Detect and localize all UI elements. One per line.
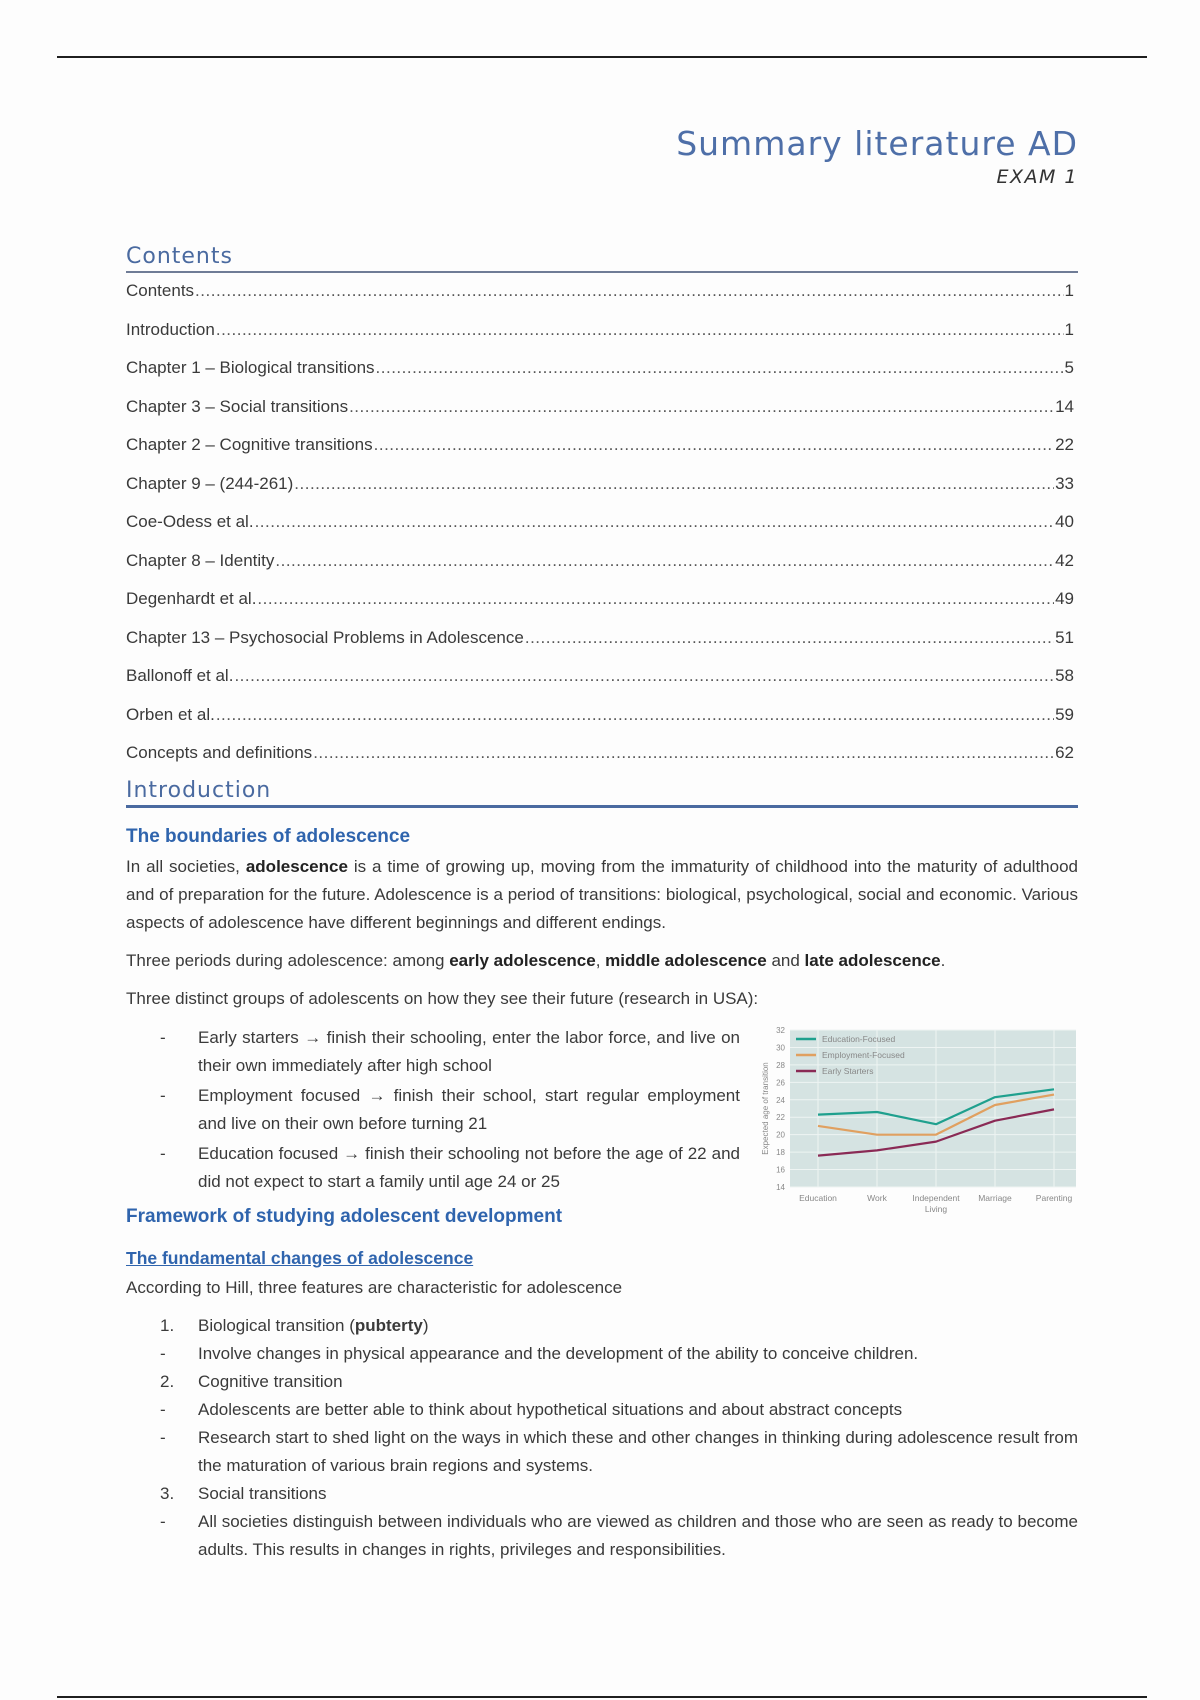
term-puberty: pubterty: [354, 1316, 423, 1335]
x-tick-label: Living: [924, 1204, 948, 1214]
toc-page-number: 14: [1055, 396, 1074, 416]
list-text: [198, 1312, 1078, 1340]
toc-page-number: 33: [1055, 473, 1074, 493]
list-text: [198, 1340, 1078, 1368]
list-item: [160, 1024, 740, 1080]
toc-entry[interactable]: [126, 743, 1074, 782]
term-adolescence: adolescence: [245, 857, 348, 876]
toc-entry[interactable]: [126, 435, 1074, 474]
x-tick-label: Education: [799, 1193, 837, 1203]
contents-heading: Contents: [126, 244, 1078, 273]
title-block: [676, 124, 1078, 188]
y-tick-label: 16: [776, 1165, 785, 1175]
list-marker: -: [160, 1400, 166, 1419]
toc-leader-dots: [374, 435, 1054, 455]
toc-entry[interactable]: [126, 666, 1074, 705]
toc-page-number: 1: [1064, 319, 1074, 339]
item-text: All societies distinguish between individuals who are viewed as children and those who are seen as ready to become adults. This results in changes in rights, privileges and responsibilities.: [198, 1512, 1078, 1559]
periods-paragraph: [126, 947, 1078, 975]
y-tick-label: 18: [776, 1148, 785, 1158]
y-tick-label: 22: [776, 1113, 785, 1123]
x-tick-label: Independent: [912, 1193, 960, 1203]
toc-leader-dots: [216, 320, 1064, 340]
x-tick-label: Marriage: [978, 1193, 1012, 1203]
y-tick-label: 24: [776, 1095, 785, 1105]
item-text: Biological transition (: [198, 1316, 355, 1335]
list-text: [198, 1396, 1078, 1424]
y-tick-label: 26: [776, 1078, 785, 1088]
toc-entry[interactable]: [126, 589, 1074, 628]
boundaries-heading: The boundaries of adolescence: [126, 826, 411, 847]
groups-list: [160, 1024, 740, 1198]
toc-entry[interactable]: [126, 705, 1074, 744]
toc-entry-label[interactable]: Chapter 2 – Cognitive transitions: [126, 435, 373, 454]
toc-leader-dots: [257, 589, 1054, 609]
hill-intro: According to Hill, three features are characteristic for adolescence: [126, 1278, 623, 1297]
line-chart: [760, 1025, 1080, 1225]
bullet-dash: -: [160, 1086, 166, 1105]
toc-page-number: 5: [1064, 358, 1074, 377]
toc-page-number: 59: [1055, 704, 1074, 724]
toc-entry[interactable]: [126, 320, 1074, 359]
fundamental-changes-heading: The fundamental changes of adolescence: [126, 1248, 474, 1268]
toc-entry-label[interactable]: Contents: [126, 281, 195, 300]
toc-leader-dots: [255, 512, 1055, 532]
transition-age-chart: [760, 1025, 1080, 1225]
toc-entry-label[interactable]: Chapter 1 – Biological transitions: [126, 358, 375, 377]
list-item: [160, 1312, 1078, 1340]
toc-page-number: 51: [1055, 627, 1074, 647]
list-marker: -: [160, 1428, 166, 1447]
toc-entry-label[interactable]: Coe-Odess et al.: [126, 512, 254, 531]
para-text: is a time of growing up, moving from the immaturity of childhood into the maturity of adulthood and of preparation for the future. Adolescence is a period of transitions: biological, psychological, social and economic. Various aspects of adolescence have different beginnings and different endings.: [126, 857, 1078, 932]
item-text: ): [422, 1316, 429, 1335]
toc-entry-label[interactable]: Chapter 13 – Psychosocial Problems in Adolescence: [126, 627, 524, 647]
toc-leader-dots: [234, 666, 1054, 686]
x-tick-label: Work: [867, 1193, 887, 1203]
list-item: [160, 1082, 740, 1138]
boundaries-paragraph: [126, 853, 1078, 937]
y-tick-label: 30: [776, 1043, 785, 1053]
term-early-adolescence: early adolescence: [449, 951, 596, 970]
toc-entry-label[interactable]: Chapter 8 – Identity: [126, 550, 275, 570]
legend-label: Education-Focused: [822, 1034, 896, 1044]
toc-page-number: 58: [1055, 666, 1074, 685]
separator: ,: [595, 951, 606, 970]
list-item: [160, 1140, 740, 1196]
toc-entry-label[interactable]: Introduction: [126, 319, 215, 339]
legend-label: Employment-Focused: [822, 1050, 905, 1060]
legend-label: Early Starters: [822, 1066, 874, 1076]
list-text: [198, 1508, 1078, 1564]
separator: .: [940, 951, 946, 970]
toc-leader-dots: [275, 551, 1054, 571]
list-marker: 3.: [160, 1484, 175, 1503]
term-middle-adolescence: middle adolescence: [605, 951, 767, 970]
y-tick-label: 14: [776, 1183, 785, 1192]
list-item: [160, 1424, 1078, 1480]
toc-entry[interactable]: [126, 474, 1074, 513]
para-text: In all societies,: [126, 857, 246, 876]
separator: and: [766, 951, 805, 970]
introduction-heading: Introduction: [126, 778, 1078, 808]
document-title: Summary literature AD: [676, 124, 1078, 163]
list-marker: -: [160, 1344, 166, 1363]
item-text: Adolescents are better able to think about hypothetical situations and about abstract concepts: [198, 1400, 903, 1419]
toc-leader-dots: [525, 628, 1054, 648]
toc-leader-dots: [349, 397, 1054, 417]
toc-leader-dots: [376, 358, 1064, 378]
bullet-dash: -: [160, 1028, 166, 1047]
bullet-text: Early starters → finish their schooling, enter the labor force, and live on their own immediately after high school: [198, 1028, 740, 1075]
toc-entry-label[interactable]: Chapter 9 – (244-261): [126, 473, 294, 493]
toc-entry-label[interactable]: Ballonoff et al.: [126, 666, 234, 685]
list-item: [160, 1480, 1078, 1508]
toc-leader-dots: [216, 705, 1054, 725]
term-late-adolescence: late adolescence: [804, 951, 941, 970]
toc-page-number: 42: [1055, 550, 1074, 570]
toc-entry[interactable]: [126, 397, 1074, 436]
toc-page-number: 62: [1055, 743, 1074, 762]
toc-leader-dots: [195, 281, 1063, 301]
list-marker: 2.: [160, 1372, 175, 1391]
toc-entry-label[interactable]: Concepts and definitions: [126, 743, 313, 762]
item-text: Cognitive transition: [198, 1372, 343, 1391]
footer-rule: [57, 1696, 1147, 1698]
list-marker: -: [160, 1512, 166, 1531]
item-text: Social transitions: [198, 1484, 327, 1503]
list-text: [198, 1480, 1078, 1508]
header-rule: [57, 56, 1147, 58]
item-text: Research start to shed light on the ways in which these and other changes in thinking during adolescence result from the maturation of various brain regions and systems.: [198, 1428, 1078, 1475]
toc-entry[interactable]: [126, 551, 1074, 590]
toc-entry-label[interactable]: Orben et al.: [126, 704, 215, 724]
toc-entry-label[interactable]: Chapter 3 – Social transitions: [126, 396, 349, 416]
list-item: [160, 1368, 1078, 1396]
toc-entry[interactable]: [126, 281, 1074, 320]
toc-page-number: 22: [1055, 435, 1074, 454]
item-text: Involve changes in physical appearance and the development of the ability to conceive children.: [198, 1344, 919, 1363]
list-text: [198, 1424, 1078, 1480]
y-tick-label: 20: [776, 1130, 785, 1140]
y-tick-label: 28: [776, 1060, 785, 1070]
toc-leader-dots: [294, 474, 1054, 494]
toc-page-number: 40: [1055, 512, 1074, 531]
hill-features-list: [160, 1312, 1078, 1564]
list-marker: 1.: [160, 1316, 175, 1335]
table-of-contents: [126, 281, 1074, 782]
bullet-text: Education focused → finish their schooling not before the age of 22 and did not expect to start a family until age 24 or 25: [198, 1144, 740, 1191]
list-text: [198, 1368, 1078, 1396]
toc-leader-dots: [313, 743, 1054, 763]
x-tick-label: Parenting: [1035, 1193, 1073, 1203]
y-axis-label: Expected age of transition: [761, 1062, 770, 1155]
toc-entry[interactable]: [126, 628, 1074, 667]
toc-page-number: 49: [1055, 589, 1074, 608]
framework-heading: Framework of studying adolescent development: [126, 1206, 563, 1227]
para-text: Three periods during adolescence: among: [126, 951, 450, 970]
y-tick-label: 32: [776, 1026, 785, 1035]
bullet-text: Employment focused → finish their school, start regular employment and live on their own before turning 21: [198, 1086, 740, 1133]
list-item: [160, 1396, 1078, 1424]
groups-intro: Three distinct groups of adolescents on how they see their future (research in USA):: [126, 989, 759, 1008]
list-item: [160, 1508, 1078, 1564]
toc-entry-label[interactable]: Degenhardt et al.: [126, 589, 257, 608]
toc-entry[interactable]: [126, 358, 1074, 397]
bullet-dash: -: [160, 1144, 166, 1163]
toc-page-number: 1: [1064, 281, 1074, 300]
toc-entry[interactable]: [126, 512, 1074, 551]
document-subtitle: EXAM 1: [996, 166, 1078, 188]
list-item: [160, 1340, 1078, 1368]
